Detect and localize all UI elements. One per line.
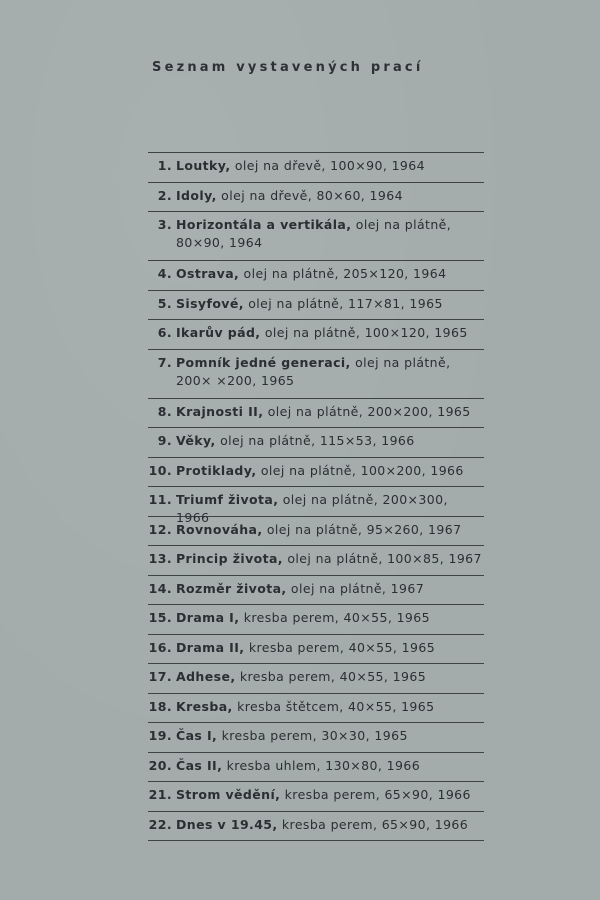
list-item [148, 517, 484, 547]
item-details: kresba perem, 40×55, 1965 [235, 669, 427, 684]
item-details: olej na plátně, 200×200, 1965 [263, 403, 471, 419]
item-title: Drama II, [176, 639, 245, 655]
list-item [148, 664, 484, 694]
item-number: 16. [148, 639, 172, 655]
item-number: 10. [148, 462, 172, 478]
page-title: Seznam vystavených prací [152, 60, 424, 75]
item-number: 22. [148, 816, 172, 832]
item-details: olej na plátně, 117×81, 1965 [243, 295, 443, 311]
list-item [148, 428, 484, 458]
item-number: 15. [148, 610, 172, 625]
item-details: olej na plátně, 100×85, 1967 [282, 551, 482, 566]
list-item [148, 291, 484, 321]
item-number: 1. [157, 158, 172, 173]
item-details: olej na plátně, 115×53, 1966 [215, 433, 415, 448]
item-title: Ikarův pád, [176, 325, 261, 340]
item-title: Idoly, [176, 187, 217, 203]
item-title: Triumf života, [176, 492, 279, 507]
list-item [148, 320, 484, 350]
item-title: Ostrava, [176, 266, 240, 281]
item-number: 3. [157, 217, 172, 232]
item-details: kresba uhlem, 130×80, 1966 [222, 757, 421, 773]
item-details: olej na plátně, 100×200, 1966 [256, 462, 464, 478]
item-details: kresba perem, 65×90, 1966 [280, 787, 471, 802]
item-title: Rovnováha, [176, 521, 263, 537]
list-item [148, 183, 484, 213]
item-number: 21. [148, 787, 172, 802]
item-details: olej na plátně, 100×120, 1965 [260, 325, 468, 340]
item-title: Čas II, [176, 757, 223, 773]
item-title: Strom vědění, [176, 787, 281, 802]
item-details: olej na plátně, 205×120, 1964 [239, 266, 447, 281]
list-item [148, 458, 484, 488]
item-details: kresba štětcem, 40×55, 1965 [232, 698, 435, 714]
item-number: 8. [157, 403, 172, 419]
item-number: 14. [148, 580, 172, 596]
item-number: 5. [157, 295, 172, 311]
item-title: Pomník jedné generaci, [176, 354, 351, 370]
list-item [148, 487, 484, 525]
item-details: kresba perem, 65×90, 1966 [277, 816, 469, 832]
list-item [148, 576, 484, 606]
item-number: 19. [148, 728, 172, 743]
works-list [148, 152, 484, 841]
item-title: Princip života, [176, 551, 283, 566]
item-title: Dnes v 19.45, [176, 816, 278, 832]
item-number: 20. [148, 757, 172, 773]
item-title: Krajnosti II, [176, 403, 264, 419]
item-title: Adhese, [176, 669, 236, 684]
item-number: 17. [148, 669, 172, 684]
item-details: olej na plátně, 200×300, 1966 [176, 492, 448, 525]
item-number: 2. [157, 187, 172, 203]
item-details: kresba perem, 40×55, 1965 [244, 639, 436, 655]
item-details: olej na dřevě, 80×60, 1964 [216, 187, 403, 203]
list-item [148, 350, 484, 399]
item-number: 11. [148, 492, 172, 507]
item-number: 9. [157, 433, 172, 448]
item-title: Čas I, [176, 728, 218, 743]
list-item [148, 723, 484, 753]
list-item [148, 546, 484, 576]
list-item [148, 812, 484, 842]
item-title: Rozměr života, [176, 580, 287, 596]
list-item [148, 753, 484, 783]
item-title: Kresba, [176, 698, 233, 714]
item-title: Loutky, [176, 158, 231, 173]
list-item [148, 261, 484, 291]
list-item [148, 635, 484, 665]
item-title: Sisyfové, [176, 295, 244, 311]
list-item [148, 694, 484, 724]
list-item [148, 399, 484, 429]
item-number: 7. [157, 354, 172, 370]
item-number: 4. [157, 266, 172, 281]
item-title: Horizontála a vertikála, [176, 217, 352, 232]
item-title: Protiklady, [176, 462, 257, 478]
list-item [148, 212, 484, 261]
item-details: olej na plátně, 1967 [286, 580, 425, 596]
list-item [148, 605, 484, 635]
item-number: 18. [148, 698, 172, 714]
item-details: olej na plátně, 200× ×200, 1965 [176, 354, 451, 388]
list-item [148, 782, 484, 812]
item-details: olej na dřevě, 100×90, 1964 [230, 158, 425, 173]
item-title: Věky, [176, 433, 216, 448]
list-item [148, 153, 484, 183]
item-number: 13. [148, 551, 172, 566]
item-details: olej na plátně, 80×90, 1964 [176, 217, 452, 250]
item-details: kresba perem, 30×30, 1965 [217, 728, 408, 743]
item-details: kresba perem, 40×55, 1965 [239, 610, 430, 625]
item-details: olej na plátně, 95×260, 1967 [262, 521, 462, 537]
item-number: 12. [148, 521, 172, 537]
item-number: 6. [157, 325, 172, 340]
item-title: Drama I, [176, 610, 240, 625]
